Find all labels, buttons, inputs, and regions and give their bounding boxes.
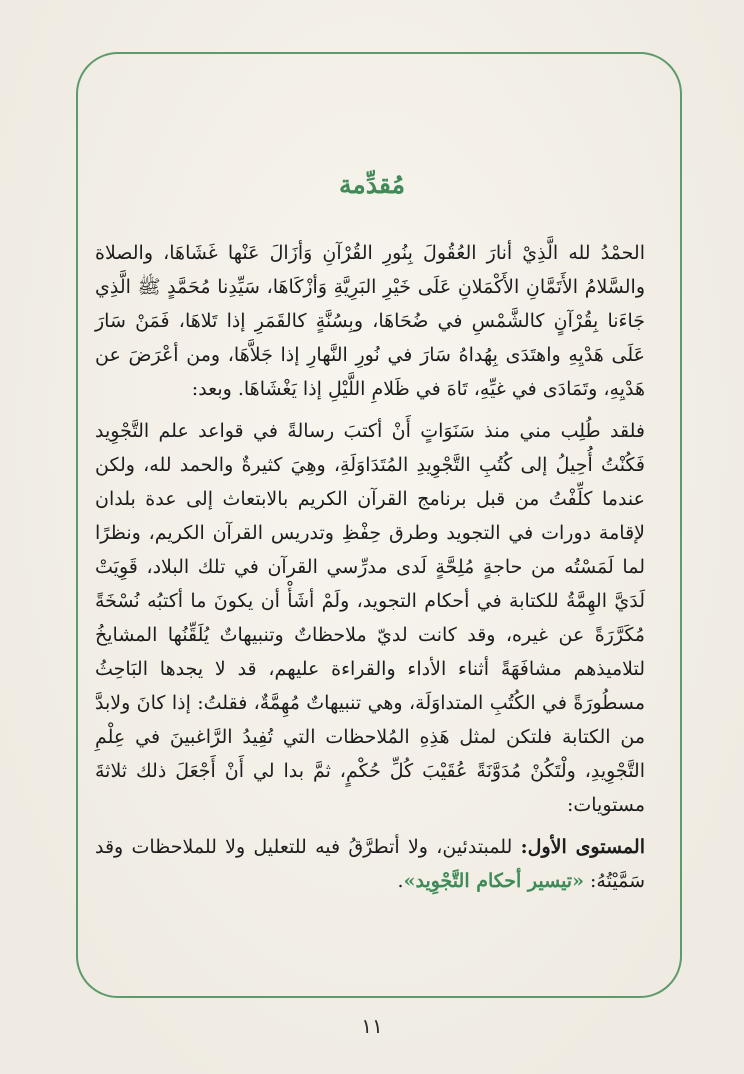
sentence-end: . [397, 870, 404, 892]
level-one-paragraph [95, 830, 645, 898]
book-title: «تيسير أحكام التَّجْوِيد» [403, 870, 584, 892]
intro-paragraph: الحمْدُ لله الَّذِيْ أنارَ العُقُولَ بِنُورِ القُرْآنِ وَأزَالَ عَنْها غَشَاهَا، والصلاة والسَّلامُ الأَتَمَّانِ الأَكْمَلانِ عَلَى خَيْرِ البَرِيَّةِ وَأزْكَاهَا، سَيِّدِنا مُحَمَّدٍ ﷺ الَّذِي جَاءَنا بِقُرْآنٍ كالشَّمْسِ في ضُحَاهَا، وبِسُنَّةٍ كالقَمَرِ إذا تَلاهَا، فَمَنْ سَارَ عَلَى هَدْيِهِ واهتَدَى بِهُداهُ سَارَ في نُورِ النَّهارِ إذا جَلاَّهَا، ومن أعْرَضَ عن هَدْيِهِ، وتَمَادَى في غيِّهِ، تَاهَ في ظَلامِ اللَّيْلِ إذا يَغْشَاهَا. وبعد: [95, 242, 645, 400]
level-one-text: للمبتدئين، ولا أتطرَّقُ فيه للتعليل ولا للملاحظات وقد سَمَّيْتُهُ: [95, 836, 645, 892]
page-number: ١١ [361, 1014, 383, 1038]
body-text [95, 236, 645, 906]
level-one-label: المستوى الأول: [520, 836, 645, 858]
section-heading: مُقدِّمة [339, 170, 405, 199]
main-paragraph: فلقد طُلِب مني منذ سَنَوَاتٍ أَنْ أكتبَ رسالةً في قواعد علم التَّجْوِيد فَكُنْتُ أُحِيلُ إلى كُتُبِ التَّجْوِيدِ المُتَدَاوَلَةِ، وهِيَ كثيرةٌ والحمد لله، ولكن عندما كلِّفْتُ من قبل برنامج القرآن الكريم بالابتعاث إلى عدة بلدان لإقامة دورات في التجويد وطرق حِفْظِ وتدريس القرآن الكريم، ونظرًا لما لَمَسْتُه من حاجةٍ مُلِحَّةٍ لَدى مدرِّسي القرآن في تلك البلاد، قَوِيَتْ لَدَيَّ الهِمَّةُ للكتابة في أحكام التجويد، ولَمْ أشَأْ أن يكونَ ما أكتبُه نُسْخَةً مُكَرَّرَةً عن غيره، وقد كانت لديّ ملاحظاتٌ وتنبيهاتٌ يُلَقِّنُها المشايخُ لتلاميذهم مشافَهَةً أثناء الأداء والقراءة عليهم، قد لا يجدها البَاحِثُ مسطُورَةً في الكُتُبِ المتداوَلَة، وهي تنبيهاتٌ مُهِمَّةٌ، فقلتُ: إذا كانَ ولابدَّ من الكتابة فلتكن لمثل هَذِهِ المُلاحظات التي تُفِيدُ الرَّاغبينَ في عِلْمِ التَّجْوِيدِ، ولْتَكُنْ مُدَوَّنَةً عُقَيْبَ كُلِّ حُكْمٍ، ثمَّ بدا لي أَنْ أَجْعَلَ ذلك ثلاثةَ مستويات: [95, 420, 645, 816]
